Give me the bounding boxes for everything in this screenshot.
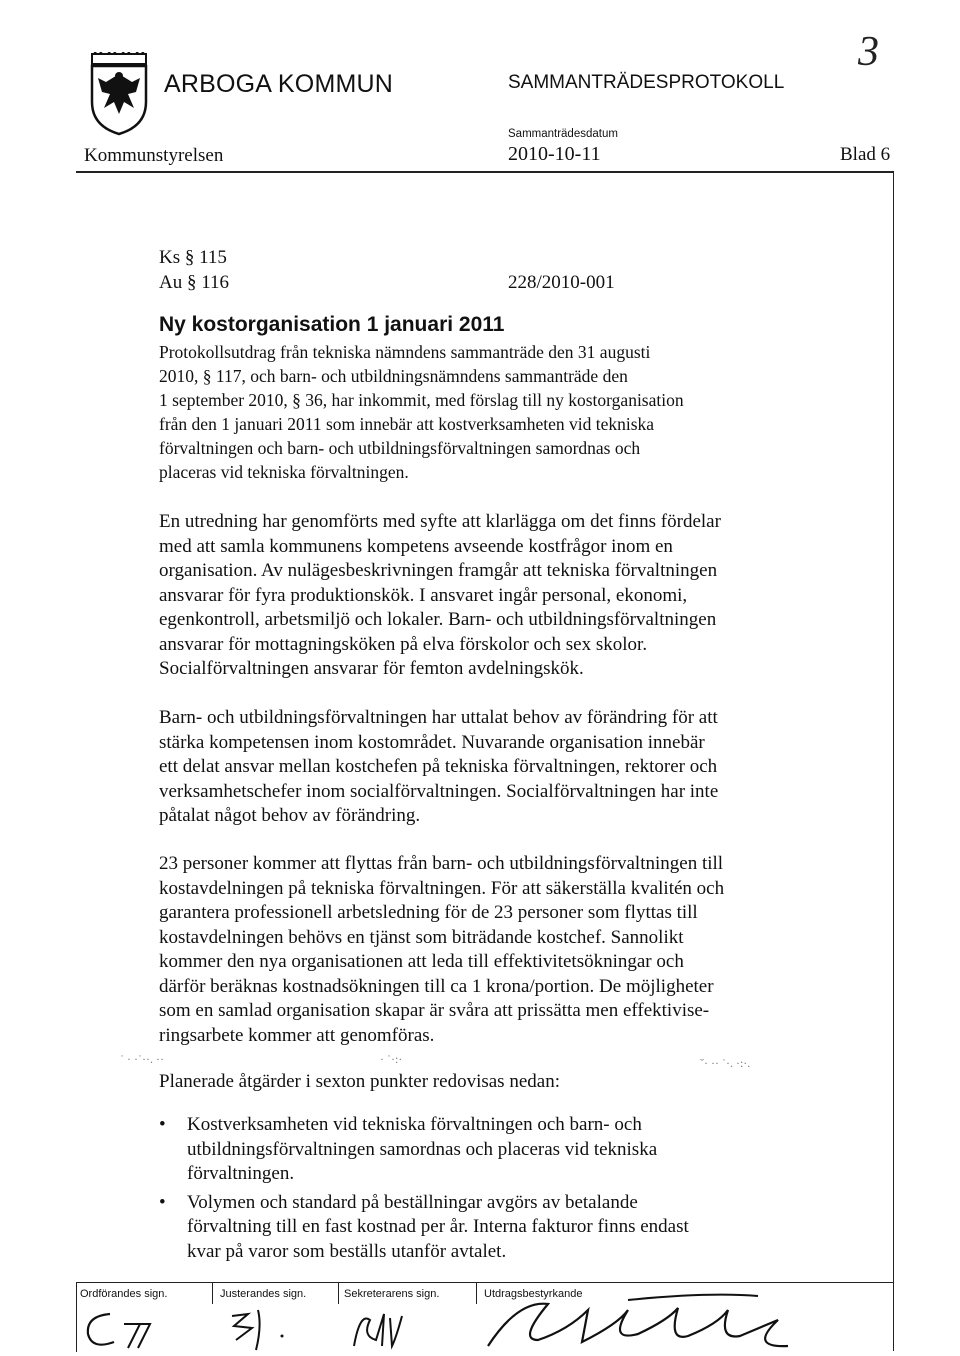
paragraph-line: egenkontroll, arbetsmiljö och lokaler. Barn- och utbildningsförvaltningen xyxy=(159,609,717,630)
paragraph-line: Barn- och utbildningsförvaltningen har uttalat behov av förändring för att xyxy=(159,707,718,728)
body-paragraph-investigation xyxy=(159,510,809,682)
coat-of-arms-icon xyxy=(86,52,152,136)
scan-artifact: · ˙·:· xyxy=(380,1052,403,1066)
paragraph-line: stärka kompetensen inom kostområdet. Nuvarande organisation innebär xyxy=(159,731,705,753)
adjuster-sign-label: Justerandes sign. xyxy=(220,1288,307,1300)
footer-divider xyxy=(212,1282,213,1304)
department-name: Kommunstyrelsen xyxy=(84,145,224,166)
footer-divider xyxy=(476,1282,477,1304)
au-paragraph-ref: Au § 116 xyxy=(159,272,230,293)
section-title: Ny kostorganisation 1 januari 2011 xyxy=(159,313,505,336)
list-item-line: förvaltningen. xyxy=(187,1163,295,1184)
intro-line: placeras vid tekniska förvaltningen. xyxy=(159,462,409,482)
actions-heading: Planerade åtgärder i sexton punkter redovisas nedan: xyxy=(159,1071,560,1092)
paragraph-line: påtalat något behov av förändring. xyxy=(159,805,421,826)
sheet-number: Blad 6 xyxy=(840,144,891,165)
paragraph-line: därför beräknas kostnadsökningen till ca 1 krona/portion. De möjligheter xyxy=(159,975,714,997)
list-item-line: kvar på varor som beställs utanför avtalet. xyxy=(187,1240,507,1262)
handwritten-page-number: 3 xyxy=(858,29,879,75)
intro-line: 2010, § 117, och barn- och utbildningsnämndens sammanträde den xyxy=(159,366,628,386)
paragraph-line: kostavdelningen behövs en tjänst som biträdande kostchef. Sannolikt xyxy=(159,926,684,948)
footer-divider xyxy=(338,1282,339,1304)
left-margin-rule xyxy=(76,1282,77,1352)
ks-paragraph-ref: Ks § 115 xyxy=(159,247,227,268)
header-rule xyxy=(76,171,894,173)
paragraph-line: garantera professionell arbetsledning för de 23 personer som flyttas till xyxy=(159,902,698,923)
paragraph-line: verksamhetschefer inom socialförvaltningen. Socialförvaltningen har inte xyxy=(159,780,719,802)
paragraph-line: som en samlad organisation skapar är svåra att prissätta men effektivise- xyxy=(159,1000,710,1021)
meeting-date-label: Sammanträdesdatum xyxy=(508,128,618,140)
list-item-line: Kostverksamheten vid tekniska förvaltningen och barn- och xyxy=(187,1114,642,1135)
paragraph-line: En utredning har genomförts med syfte att klarlägga om det finns fördelar xyxy=(159,511,721,532)
intro-line: från den 1 januari 2011 som innebär att kostverksamheten vid tekniska xyxy=(159,414,655,434)
paragraph-line: ett delat ansvar mellan kostchefen på tekniska förvaltningen, rektorer och xyxy=(159,756,718,777)
actions-list xyxy=(159,1113,809,1268)
scan-artifact: ˘· ·· ˙·. ·:·. xyxy=(700,1056,751,1070)
body-paragraph-needs xyxy=(159,706,809,829)
chair-signature-icon xyxy=(80,1306,170,1352)
secretary-signature-icon xyxy=(340,1306,420,1352)
adjuster-signature-icon xyxy=(222,1306,302,1352)
scan-artifact: ˙ · ·˙··. ·· xyxy=(120,1052,164,1066)
extract-certified-label: Utdragsbestyrkande xyxy=(484,1288,583,1300)
certifying-signature-icon xyxy=(478,1290,798,1352)
organization-name: ARBOGA KOMMUN xyxy=(164,70,394,98)
right-margin-rule xyxy=(893,171,894,1351)
intro-line: Protokollsutdrag från tekniska nämndens sammanträde den 31 augusti xyxy=(159,342,651,362)
list-item-line: förvaltning till en fast kostnad per år. Interna fakturor finns endast xyxy=(187,1216,689,1237)
list-item-line: Volymen och standard på beställningar avgörs av betalande xyxy=(187,1191,638,1213)
document-type: SAMMANTRÄDESPROTOKOLL xyxy=(508,72,785,93)
meeting-date: 2010-10-11 xyxy=(508,143,601,165)
list-item xyxy=(159,1113,809,1187)
chair-sign-label: Ordförandes sign. xyxy=(80,1288,168,1300)
case-number: 228/2010-001 xyxy=(508,272,615,293)
paragraph-line: kostavdelningen på tekniska förvaltningen. För att säkerställa kvalitén och xyxy=(159,877,725,899)
paragraph-line: med att samla kommunens kompetens avseende kostfrågor inom en xyxy=(159,535,673,557)
intro-line: förvaltningen och barn- och utbildningsförvaltningen samordnas och xyxy=(159,438,641,458)
footer-rule xyxy=(76,1282,894,1283)
secretary-sign-label: Sekreterarens sign. xyxy=(344,1288,440,1300)
intro-line: 1 september 2010, § 36, har inkommit, med förslag till ny kostorganisation xyxy=(159,390,684,410)
list-item-line: utbildningsförvaltningen samordnas och placeras vid tekniska xyxy=(187,1138,658,1160)
intro-text xyxy=(159,340,809,484)
paragraph-line: 23 personer kommer att flyttas från barn- och utbildningsförvaltningen till xyxy=(159,853,724,874)
paragraph-line: ansvarar för mottagningsköken på elva förskolor och sex skolor. xyxy=(159,633,648,655)
paragraph-line: Socialförvaltningen ansvarar för femton avdelningskök. xyxy=(159,658,584,679)
paragraph-line: ansvarar för fyra produktionskök. I ansvaret ingår personal, ekonomi, xyxy=(159,584,688,606)
paragraph-line: kommer den nya organisationen att leda till effektivitetsökningar och xyxy=(159,951,684,972)
bullet-icon: • xyxy=(159,1191,166,1213)
paragraph-line: ringsarbete kommer att genomföras. xyxy=(159,1024,435,1046)
body-paragraph-staffing xyxy=(159,852,809,1048)
paragraph-line: organisation. Av nulägesbeskrivningen framgår att tekniska förvaltningen xyxy=(159,560,718,581)
list-item xyxy=(159,1191,809,1265)
bullet-icon: • xyxy=(159,1114,166,1135)
